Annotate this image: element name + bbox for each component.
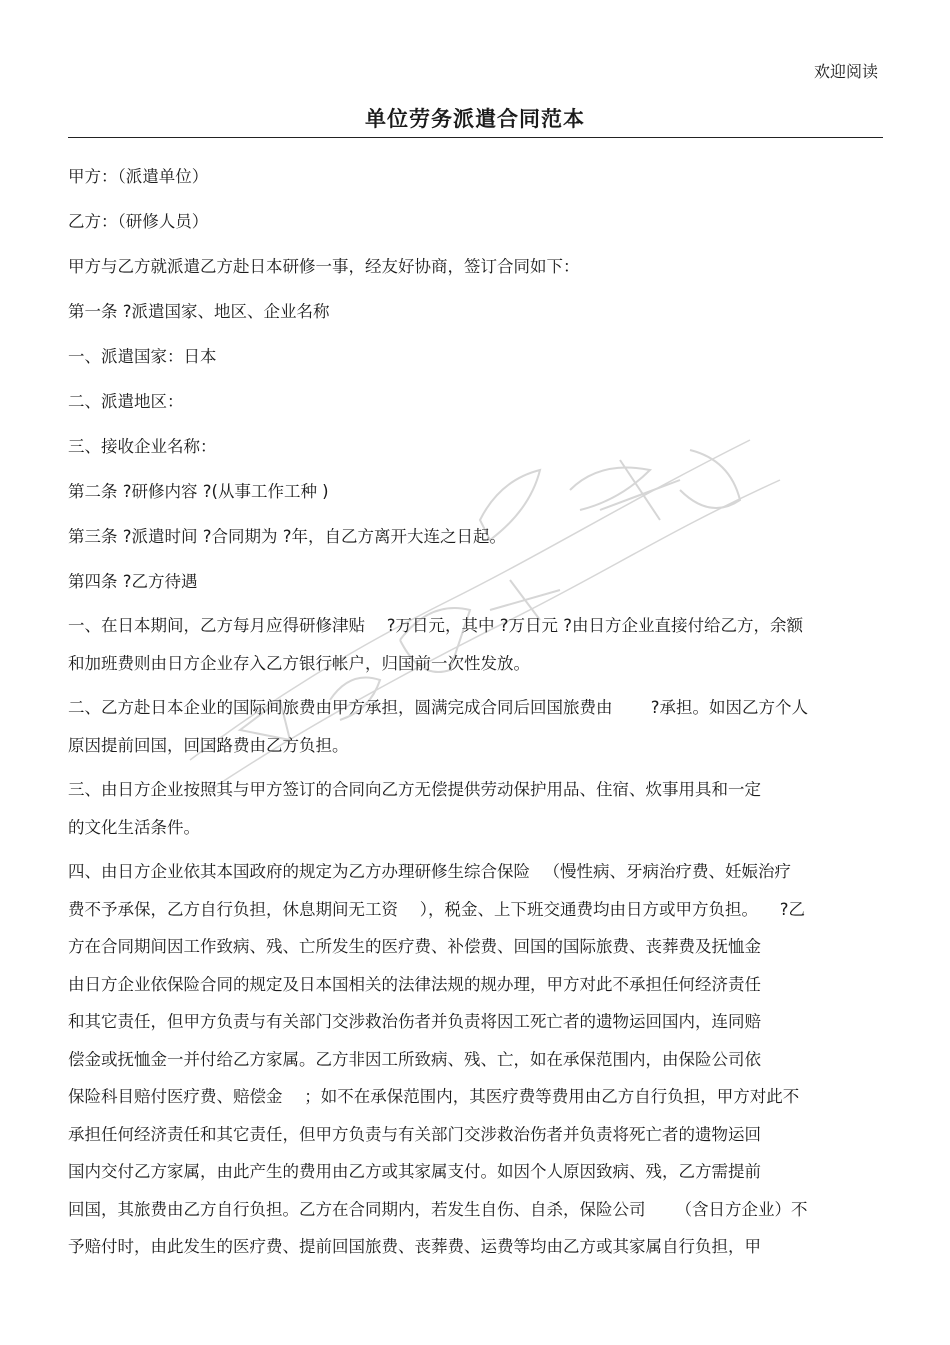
paragraph-allowance (68, 607, 883, 682)
dispatch-region-line: 二、派遣地区： (68, 392, 184, 411)
title-divider (68, 137, 883, 138)
party-a-line: 甲方：（派遣单位） (68, 167, 209, 186)
dispatch-country-line: 一、派遣国家：日本 (68, 347, 217, 366)
paragraph-line: 三、由日方企业按照其与甲方签订的合同向乙方无偿提供劳动保护用品、住宿、炊事用具和一定 (68, 780, 761, 799)
document-title: 单位劳务派遣合同范本 (365, 107, 585, 131)
paragraph-line: 保险科目赔付医疗费、赔偿金 ；如不在承保范围内，其医疗费等费用由乙方自行负担，甲方对此不 (68, 1087, 800, 1106)
paragraph-line: 一、在日本期间，乙方每月应得研修津贴 ?万日元，其中 ?万日元 ?由日方企业直接付给乙方，余额 (68, 616, 804, 635)
article-4-heading: 第四条 ?乙方待遇 (68, 572, 198, 591)
paragraph-line: 和其它责任，但甲方负责与有关部门交涉救治伤者并负责将因工死亡者的遗物运回国内，连同赔 (68, 1012, 761, 1031)
article-3-heading: 第三条 ?派遣时间 ?合同期为 ?年，自乙方离开大连之日起。 (68, 527, 507, 546)
document-body (68, 154, 883, 1266)
paragraph-living-conditions (68, 771, 883, 846)
paragraph-line: 承担任何经济责任和其它责任，但甲方负责与有关部门交涉救治伤者并负责将死亡者的遗物运回 (68, 1124, 761, 1144)
paragraph-line: 原因提前回国，回国路费由乙方负担。 (68, 735, 349, 755)
header-welcome-text: 欢迎阅读 (813, 62, 878, 81)
paragraph-line: 方在合同期间因工作致病、残、亡所发生的医疗费、补偿费、回国的国际旅费、丧葬费及抚恤金 (68, 937, 761, 956)
paragraph-line: 和加班费则由日方企业存入乙方银行帐户，归国前一次性发放。 (68, 653, 530, 673)
paragraph-travel-expenses (68, 689, 883, 764)
paragraph-line: 予赔付时，由此发生的医疗费、提前回国旅费、丧葬费、运费等均由乙方或其家属自行负担，甲 (68, 1237, 761, 1256)
article-2-heading: 第二条 ?研修内容 ?(从事工作工种 ) (68, 482, 329, 501)
paragraph-line: 偿金或抚恤金一并付给乙方家属。乙方非因工所致病、残、亡，如在承保范围内，由保险公司依 (68, 1049, 761, 1069)
paragraph-line: 由日方企业依保险合同的规定及日本国相关的法律法规的规办理，甲方对此不承担任何经济责任 (68, 974, 761, 994)
article-1-heading: 第一条 ?派遣国家、地区、企业名称 (68, 302, 330, 321)
paragraph-line: 二、乙方赴日本企业的国际间旅费由甲方承担，圆满完成合同后回国旅费由 ?承担。如因乙方个人 (68, 698, 809, 717)
party-b-line: 乙方：（研修人员） (68, 212, 209, 231)
paragraph-line: 回国，其旅费由乙方自行负担。乙方在合同期内，若发生自伤、自杀，保险公司 （含日方企业）不 (68, 1199, 808, 1219)
paragraph-insurance (68, 853, 883, 1266)
paragraph-line: 的文化生活条件。 (68, 817, 200, 837)
paragraph-line: 费不予承保，乙方自行负担，休息期间无工资 ），税金、上下班交通费均由日方或甲方负担。 ?乙 (68, 899, 805, 919)
receiving-company-line: 三、接收企业名称： (68, 437, 217, 456)
paragraph-line: 四、由日方企业依其本国政府的规定为乙方办理研修生综合保险 （慢性病、牙病治疗费、妊娠治疗 (68, 862, 791, 881)
paragraph-line: 国内交付乙方家属，由此产生的费用由乙方或其家属支付。如因个人原因致病、残，乙方需提前 (68, 1162, 761, 1181)
preamble-line: 甲方与乙方就派遣乙方赴日本研修一事，经友好协商，签订合同如下： (68, 257, 580, 276)
